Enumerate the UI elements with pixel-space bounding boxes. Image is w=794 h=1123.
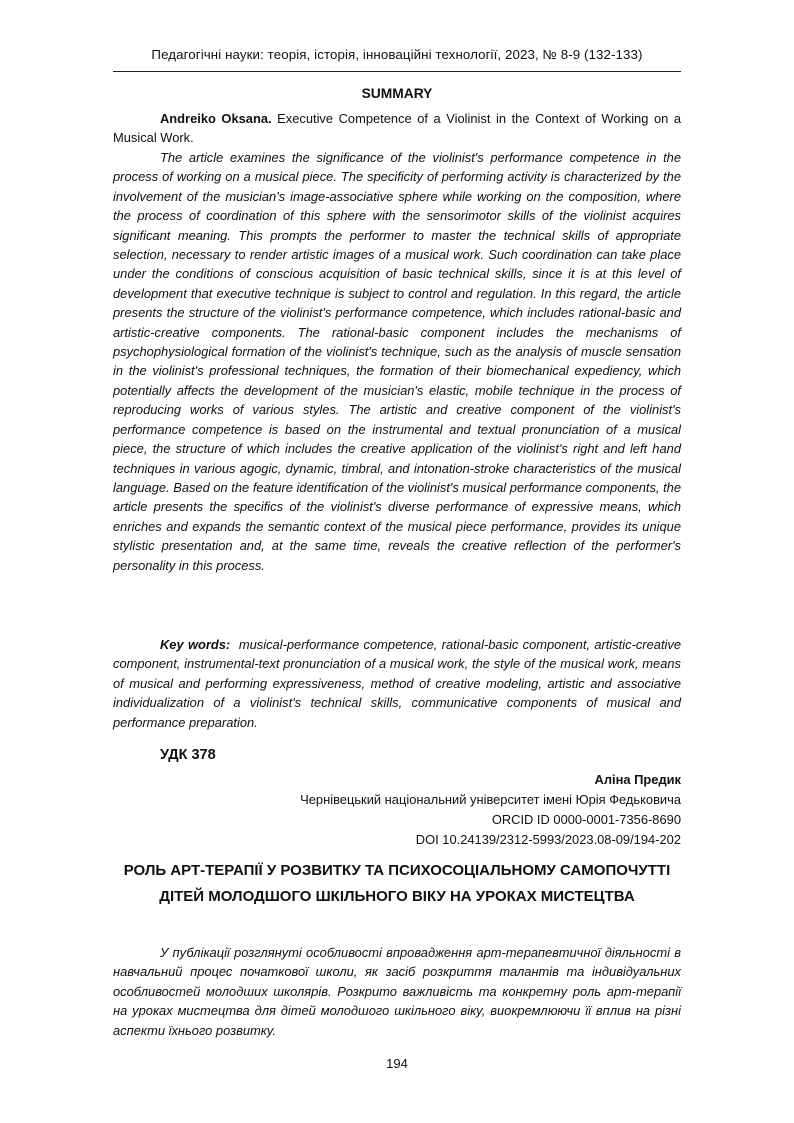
summary-article-title: Executive Competence of a Violinist in the Context of Working on a Musical Work. <box>113 111 682 146</box>
author-affiliation: Чернівецький національний університет імені Юрія Федьковича <box>300 792 681 807</box>
article-title: РОЛЬ АРТ-ТЕРАПІЇ У РОЗВИТКУ ТА ПСИХОСОЦІАЛЬНОМУ САМОПОЧУТТІ ДІТЕЙ МОЛОДШОГО ШКІЛЬНОГО ВІКУ НА УРОКАХ МИСТЕЦТВА <box>123 862 671 905</box>
summary-byline <box>113 109 681 148</box>
keywords-label: Key words: <box>160 637 231 652</box>
author-orcid: ORCID ID 0000-0001-7356-8690 <box>491 812 681 827</box>
summary-heading: SUMMARY <box>361 86 433 101</box>
author-info <box>300 770 681 850</box>
article-abstract: У публікації розглянуті особливості впровадження арт-терапевтичної діяльності в навчальний процес початкової школи, як засіб розкриття талантів та індивідуальних особливостей молодших школярів. Розкрито важливість та конкретну роль арт-терапії на уроках мистецтва для дітей молодшого шкільного віку, виокремлюючи її вплив на різні аспекти їхнього розвитку. <box>113 945 681 1038</box>
article-doi: DOI 10.24139/2312-5993/2023.08-09/194-202 <box>415 832 681 847</box>
keywords-text: musical-performance competence, rational-basic component, artistic-creative component, instrumental-text pronunciation of a musical work, the style of the musical work, means of musical and performing expressiveness, method of creative modeling, artistic and associative individualization of a violinist's technical skills, communicative components of musical and performance preparation. <box>113 637 682 730</box>
author-name: Аліна Предик <box>594 772 681 787</box>
page-number: 194 <box>386 1056 408 1071</box>
udk-code: УДК 378 <box>160 747 216 763</box>
summary-abstract: The article examines the significance of the violinist's performance competence in the process of working on a musical piece. The specificity of performing activity is characterized by the involvement of the musician's image-associative sphere while working on the composition, where the process of coordination of this sphere with the sensorimotor skills of the violinist acquires significant meaning. This prompts the performer to master the technical skills of appropriate selection, necessary to render artistic images of a musical work. Such coordination can take place under the conditions of conscious acquisition of basic technical skills, since it is at this level of development that executive technique is subject to control and regulation. In this regard, the article presents the structure of the violinist's performance competence, which includes rational-basic and artistic-creative components. The rational-basic component includes the mechanisms of psychophysiological formation of the violinist's technique, such as the analysis of muscle sensation in the violinist's professional techniques, the formation of their biomechanical expediency, which potentially affects the development of the musician's elastic, mobile technique in the process of reproducing works of various styles. The artistic and creative component of the violinist's performance competence is based on the instrumental and textual pronunciation of a musical piece, the structure of which includes the creative application of the violinist's right and left hand techniques in various agogic, dynamic, timbral, and intonation-stroke characteristics of the musical language. Based on the feature identification of the violinist's musical performance components, the article presents the specifics of the violinist's diverse performance of expressive means, which enriches and expands the semantic context of the musical piece performance, provides its unique stylistic presentation and, at the same time, reveals the creative reflection of the performer's personality in this process. <box>113 150 681 573</box>
journal-header: Педагогічні науки: теорія, історія, інноваційні технології, 2023, № 8-9 (132-133) <box>113 47 681 72</box>
summary-keywords <box>113 635 681 732</box>
summary-author: Andreiko Oksana. <box>160 111 272 126</box>
